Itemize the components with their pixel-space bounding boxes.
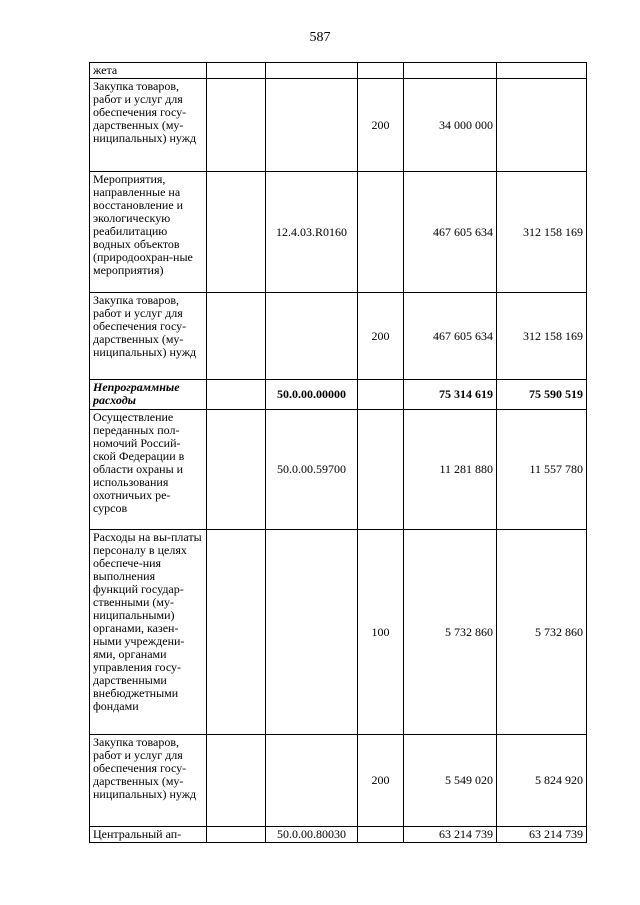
cell-code	[266, 530, 358, 735]
cell-sum-year2: 75 590 519	[497, 380, 587, 410]
cell-name: Закупка товаров, работ и услуг для обеспечения госу-дарственных (му-ниципальных) нужд	[90, 735, 207, 827]
cell-empty	[207, 293, 266, 380]
cell-sum-year1: 5 549 020	[404, 735, 497, 827]
table-row	[90, 410, 587, 530]
cell-sum-year1: 75 314 619	[404, 380, 497, 410]
table-row	[90, 79, 587, 172]
table-row	[90, 827, 587, 843]
budget-table	[89, 62, 587, 843]
cell-name: Осуществление переданных пол-номочий Россий-ской Федерации в области охраны и использования охотничьих ре-сурсов	[90, 410, 207, 530]
cell-empty	[207, 380, 266, 410]
cell-sum-year2: 63 214 739	[497, 827, 587, 843]
cell-name: Закупка товаров, работ и услуг для обеспечения госу-дарственных (му-ниципальных) нужд	[90, 293, 207, 380]
cell-sum-year2: 312 158 169	[497, 293, 587, 380]
cell-empty	[207, 827, 266, 843]
table-row	[90, 172, 587, 293]
cell-sum-year2: 312 158 169	[497, 172, 587, 293]
cell-code	[266, 293, 358, 380]
cell-vr	[358, 827, 404, 843]
page-number: 587	[309, 30, 331, 45]
cell-sum-year1: 5 732 860	[404, 530, 497, 735]
cell-name: Непрограммные расходы	[90, 380, 207, 410]
cell-empty	[207, 172, 266, 293]
cell-name: Центральный ап-	[90, 827, 207, 843]
cell-code	[266, 63, 358, 79]
cell-code: 12.4.03.R0160	[266, 172, 358, 293]
budget-table-body	[90, 63, 587, 843]
cell-name: Расходы на вы-платы персоналу в целях обеспече-ния выполнения функций государ-ственными (му-ниципальными) органами, казен-ными учреждени-ями, органами управления госу-дарственными внебюджетными фондами	[90, 530, 207, 735]
table-row	[90, 735, 587, 827]
cell-empty	[207, 79, 266, 172]
cell-vr	[358, 380, 404, 410]
cell-code	[266, 79, 358, 172]
cell-sum-year2	[497, 63, 587, 79]
cell-code: 50.0.00.80030	[266, 827, 358, 843]
cell-empty	[207, 735, 266, 827]
cell-empty	[207, 410, 266, 530]
cell-empty	[207, 530, 266, 735]
cell-code	[266, 735, 358, 827]
cell-sum-year1: 11 281 880	[404, 410, 497, 530]
table-row	[90, 63, 587, 79]
cell-name: жета	[90, 63, 207, 79]
table-row	[90, 293, 587, 380]
cell-sum-year1: 63 214 739	[404, 827, 497, 843]
table-row	[90, 530, 587, 735]
cell-name: Мероприятия, направленные на восстановление и экологическую реабилитацию водных объектов (природоохран-ные мероприятия)	[90, 172, 207, 293]
cell-sum-year2	[497, 79, 587, 172]
cell-sum-year1: 467 605 634	[404, 172, 497, 293]
cell-sum-year1: 467 605 634	[404, 293, 497, 380]
cell-sum-year2: 5 732 860	[497, 530, 587, 735]
cell-name: Закупка товаров, работ и услуг для обеспечения госу-дарственных (му-ниципальных) нужд	[90, 79, 207, 172]
table-row	[90, 380, 587, 410]
cell-vr	[358, 172, 404, 293]
cell-vr: 200	[358, 735, 404, 827]
cell-sum-year2: 5 824 920	[497, 735, 587, 827]
cell-sum-year1	[404, 63, 497, 79]
cell-vr	[358, 63, 404, 79]
cell-code: 50.0.00.59700	[266, 410, 358, 530]
cell-sum-year2: 11 557 780	[497, 410, 587, 530]
cell-vr: 200	[358, 79, 404, 172]
cell-sum-year1: 34 000 000	[404, 79, 497, 172]
cell-empty	[207, 63, 266, 79]
cell-vr	[358, 410, 404, 530]
cell-code: 50.0.00.00000	[266, 380, 358, 410]
cell-vr: 100	[358, 530, 404, 735]
cell-vr: 200	[358, 293, 404, 380]
